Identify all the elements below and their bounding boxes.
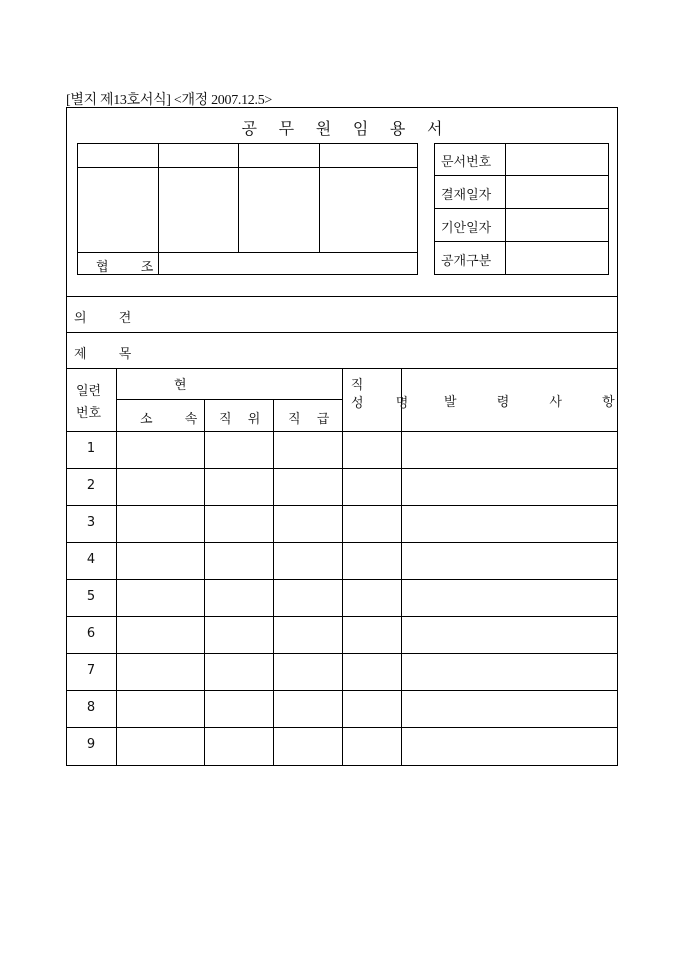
position-label: 직 위 <box>219 412 267 427</box>
form-header-note: [별지 제13호서식] <개정 2007.12.5> <box>66 93 273 108</box>
name-cell[interactable] <box>343 469 401 505</box>
affiliation-cell[interactable] <box>117 580 204 616</box>
appointment-details-cell[interactable] <box>402 506 617 542</box>
approval-date-label: 결재일자 <box>441 188 492 203</box>
affiliation-cell[interactable] <box>117 543 204 579</box>
affiliation-cell[interactable] <box>117 691 204 727</box>
opinion-field[interactable] <box>127 297 617 332</box>
grade-cell[interactable] <box>274 469 342 505</box>
affiliation-cell[interactable] <box>117 728 204 764</box>
grade-cell[interactable] <box>274 728 342 764</box>
affiliation-cell[interactable] <box>117 506 204 542</box>
row-number: 5 <box>86 589 96 604</box>
disclosure-type-label: 공개구분 <box>441 254 492 269</box>
row-number: 1 <box>86 441 96 456</box>
position-cell[interactable] <box>205 432 273 468</box>
draft-date-label: 기안일자 <box>441 221 492 236</box>
approval-date-field[interactable] <box>506 176 608 208</box>
name-cell[interactable] <box>343 617 401 653</box>
position-cell[interactable] <box>205 728 273 764</box>
affiliation-cell[interactable] <box>117 469 204 505</box>
form-title <box>67 116 617 139</box>
affiliation-label: 소 속 <box>140 412 212 427</box>
appointment-details-cell[interactable] <box>402 580 617 616</box>
approval-box <box>77 143 418 275</box>
form-title-char: 서 <box>427 119 443 138</box>
grade-cell[interactable] <box>274 691 342 727</box>
grade-cell[interactable] <box>274 543 342 579</box>
table-row <box>67 579 617 616</box>
affiliation-cell[interactable] <box>117 617 204 653</box>
table-row <box>67 616 617 653</box>
table-row <box>67 431 617 468</box>
name-cell[interactable] <box>343 432 401 468</box>
table-row <box>67 542 617 579</box>
position-cell[interactable] <box>205 617 273 653</box>
table-row <box>67 505 617 542</box>
current-position-label: 현 직 <box>174 378 444 393</box>
row-number: 2 <box>86 478 96 493</box>
position-cell[interactable] <box>205 506 273 542</box>
approval-sign-cell-1[interactable] <box>78 168 158 252</box>
subject-label: 제 목 <box>74 347 146 362</box>
approval-sign-cell-4[interactable] <box>320 168 417 252</box>
row-number: 3 <box>86 515 96 530</box>
approval-sign-cell-3[interactable] <box>239 168 319 252</box>
grade-cell[interactable] <box>274 617 342 653</box>
name-cell[interactable] <box>343 728 401 764</box>
appointment-details-cell[interactable] <box>402 654 617 690</box>
approval-header-cell-4[interactable] <box>320 144 417 167</box>
approval-header-cell-1[interactable] <box>78 144 158 167</box>
table-row <box>67 653 617 690</box>
affiliation-cell[interactable] <box>117 432 204 468</box>
appointment-details-cell[interactable] <box>402 691 617 727</box>
appointment-details-cell[interactable] <box>402 617 617 653</box>
grade-label: 직 급 <box>288 412 336 427</box>
row-number: 8 <box>86 700 96 715</box>
table-row <box>67 727 617 764</box>
grade-cell[interactable] <box>274 432 342 468</box>
name-cell[interactable] <box>343 691 401 727</box>
position-cell[interactable] <box>205 543 273 579</box>
opinion-label: 의 견 <box>74 311 146 326</box>
affiliation-cell[interactable] <box>117 654 204 690</box>
form-title-char: 임 <box>352 119 369 138</box>
appointment-details-cell[interactable] <box>402 543 617 579</box>
position-cell[interactable] <box>205 691 273 727</box>
draft-date-field[interactable] <box>506 209 608 241</box>
form-title-char: 공 <box>241 119 257 138</box>
table-row <box>67 690 617 727</box>
name-cell[interactable] <box>343 543 401 579</box>
name-cell[interactable] <box>343 506 401 542</box>
document-number-label: 문서번호 <box>441 155 492 170</box>
row-number: 9 <box>86 737 96 752</box>
appointment-details-cell[interactable] <box>402 432 617 468</box>
subject-field[interactable] <box>127 333 617 368</box>
form-title-char: 원 <box>315 119 332 138</box>
appointment-details-cell[interactable] <box>402 728 617 764</box>
document-number-field[interactable] <box>506 144 608 175</box>
appointment-details-label: 발 령 사 항 <box>444 395 633 410</box>
row-number: 6 <box>86 626 96 641</box>
table-row <box>67 468 617 505</box>
grade-cell[interactable] <box>274 580 342 616</box>
seq-number-label-line1: 일련 <box>76 384 102 399</box>
row-number: 7 <box>86 663 96 678</box>
cooperation-field[interactable] <box>159 253 417 274</box>
grade-cell[interactable] <box>274 506 342 542</box>
position-cell[interactable] <box>205 654 273 690</box>
approval-header-cell-3[interactable] <box>239 144 319 167</box>
cooperation-label: 협 조 <box>96 260 168 275</box>
document-info-box <box>434 143 609 275</box>
row-number: 4 <box>86 552 96 567</box>
appointment-form <box>66 107 633 766</box>
position-cell[interactable] <box>205 469 273 505</box>
seq-number-label-line2: 번호 <box>76 406 102 421</box>
name-cell[interactable] <box>343 580 401 616</box>
form-title-char: 무 <box>278 119 295 138</box>
approval-header-cell-2[interactable] <box>159 144 238 167</box>
name-label: 성 명 <box>351 396 423 411</box>
appointment-details-cell[interactable] <box>402 469 617 505</box>
disclosure-type-field[interactable] <box>506 242 608 274</box>
grade-cell[interactable] <box>274 654 342 690</box>
approval-sign-cell-2[interactable] <box>159 168 238 252</box>
position-cell[interactable] <box>205 580 273 616</box>
name-cell[interactable] <box>343 654 401 690</box>
form-title-char: 용 <box>389 119 406 138</box>
